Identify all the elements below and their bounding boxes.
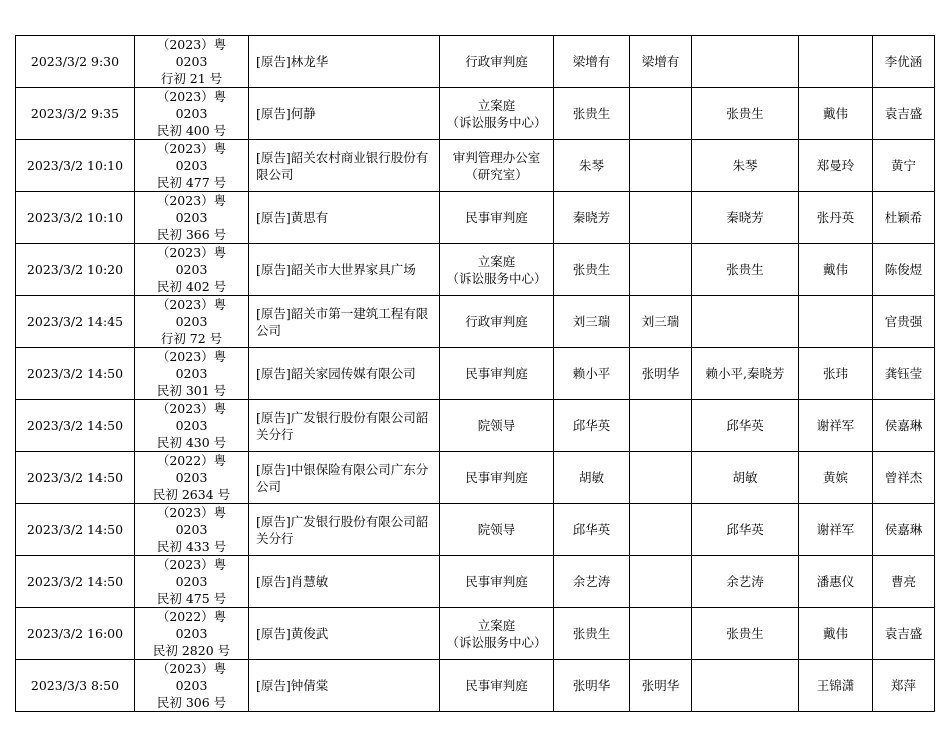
- party-cell: [原告]韶关市第一建筑工程有限公司: [249, 296, 440, 348]
- judge-cell: 邱华英: [554, 504, 630, 556]
- department-line: 立案庭: [477, 253, 516, 269]
- party-cell: [原告]韶关家园传媒有限公司: [249, 348, 440, 400]
- secretary-cell: 郑萍: [873, 660, 935, 712]
- panel-members-cell: 邱华英: [692, 400, 799, 452]
- case-number-line: （2023）粤 0203: [156, 661, 227, 693]
- hearing-time-cell: 2023/3/2 14:50: [16, 400, 135, 452]
- clerk-cell: 郑曼玲: [799, 140, 873, 192]
- panel-members-cell: [692, 660, 799, 712]
- department-line: 立案庭: [477, 617, 516, 633]
- party-cell: [原告]韶关农村商业银行股份有限公司: [249, 140, 440, 192]
- presiding-judge-cell: [630, 556, 692, 608]
- hearing-time-cell: 2023/3/2 14:50: [16, 452, 135, 504]
- case-number-line: 民初 2634 号: [152, 487, 231, 502]
- party-cell: [原告]黄思有: [249, 192, 440, 244]
- case-number-cell: [135, 504, 249, 556]
- case-number-line: 民初 301 号: [156, 383, 227, 398]
- hearing-time-cell: 2023/3/2 10:20: [16, 244, 135, 296]
- panel-members-cell: 赖小平,秦晓芳: [692, 348, 799, 400]
- secretary-cell: 陈俊煜: [873, 244, 935, 296]
- party-cell: [原告]钟倩棠: [249, 660, 440, 712]
- case-number-line: （2023）粤 0203: [156, 349, 227, 381]
- presiding-judge-cell: [630, 400, 692, 452]
- panel-members-cell: 张贵生: [692, 244, 799, 296]
- presiding-judge-cell: 梁增有: [630, 36, 692, 88]
- judge-cell: 张贵生: [554, 88, 630, 140]
- judge-cell: 张明华: [554, 660, 630, 712]
- case-number-cell: [135, 140, 249, 192]
- department-cell: [440, 192, 554, 244]
- hearing-schedule-table: [15, 35, 935, 712]
- case-number-cell: [135, 400, 249, 452]
- secretary-cell: 杜颖希: [873, 192, 935, 244]
- presiding-judge-cell: [630, 608, 692, 660]
- department-cell: [440, 88, 554, 140]
- hearing-time-cell: 2023/3/2 14:50: [16, 504, 135, 556]
- hearing-time-cell: 2023/3/2 9:35: [16, 88, 135, 140]
- department-line: 行政审判庭: [465, 314, 528, 329]
- department-line: 院领导: [477, 418, 516, 433]
- secretary-cell: 曹亮: [873, 556, 935, 608]
- panel-members-cell: [692, 36, 799, 88]
- presiding-judge-cell: 刘三瑞: [630, 296, 692, 348]
- panel-members-cell: [692, 296, 799, 348]
- hearing-time-cell: 2023/3/2 10:10: [16, 192, 135, 244]
- secretary-cell: 龚钰莹: [873, 348, 935, 400]
- party-cell: [原告]何静: [249, 88, 440, 140]
- department-cell: [440, 504, 554, 556]
- case-number-line: 民初 366 号: [156, 227, 227, 242]
- department-line: 民事审判庭: [465, 470, 528, 485]
- clerk-cell: [799, 296, 873, 348]
- department-cell: [440, 400, 554, 452]
- department-cell: [440, 556, 554, 608]
- presiding-judge-cell: [630, 140, 692, 192]
- judge-cell: 刘三瑞: [554, 296, 630, 348]
- table-row: [16, 608, 935, 660]
- judge-cell: 梁增有: [554, 36, 630, 88]
- case-number-line: 民初 433 号: [156, 539, 227, 554]
- clerk-cell: 王锦潇: [799, 660, 873, 712]
- judge-cell: 胡敏: [554, 452, 630, 504]
- panel-members-cell: 余艺涛: [692, 556, 799, 608]
- clerk-cell: 戴伟: [799, 244, 873, 296]
- department-cell: [440, 348, 554, 400]
- case-number-line: （2022）粤 0203: [156, 453, 227, 485]
- secretary-cell: 李优涵: [873, 36, 935, 88]
- case-number-cell: [135, 348, 249, 400]
- party-cell: [原告]肖慧敏: [249, 556, 440, 608]
- clerk-cell: 潘惠仪: [799, 556, 873, 608]
- case-number-line: 民初 402 号: [156, 279, 227, 294]
- judge-cell: 余艺涛: [554, 556, 630, 608]
- secretary-cell: 袁吉盛: [873, 88, 935, 140]
- hearing-time-cell: 2023/3/2 16:00: [16, 608, 135, 660]
- presiding-judge-cell: [630, 244, 692, 296]
- clerk-cell: 张玮: [799, 348, 873, 400]
- clerk-cell: 戴伟: [799, 608, 873, 660]
- case-number-line: 民初 400 号: [156, 123, 227, 138]
- department-line: 民事审判庭: [465, 366, 528, 381]
- judge-cell: 秦晓芳: [554, 192, 630, 244]
- case-number-line: 民初 475 号: [156, 591, 227, 606]
- presiding-judge-cell: [630, 88, 692, 140]
- panel-members-cell: 邱华英: [692, 504, 799, 556]
- department-line: 民事审判庭: [465, 678, 528, 693]
- department-line: （诉讼服务中心）: [446, 270, 547, 286]
- clerk-cell: 戴伟: [799, 88, 873, 140]
- case-number-cell: [135, 608, 249, 660]
- clerk-cell: 谢祥军: [799, 400, 873, 452]
- case-number-line: 民初 306 号: [156, 695, 227, 710]
- clerk-cell: 谢祥军: [799, 504, 873, 556]
- department-cell: [440, 660, 554, 712]
- case-number-cell: [135, 88, 249, 140]
- hearing-time-cell: 2023/3/2 9:30: [16, 36, 135, 88]
- case-number-cell: [135, 660, 249, 712]
- department-line: （研究室）: [465, 166, 528, 182]
- secretary-cell: 侯嘉琳: [873, 400, 935, 452]
- department-cell: [440, 296, 554, 348]
- case-number-cell: [135, 244, 249, 296]
- case-number-line: （2023）粤 0203: [156, 89, 227, 121]
- department-cell: [440, 452, 554, 504]
- secretary-cell: 曾祥杰: [873, 452, 935, 504]
- case-number-line: 民初 430 号: [156, 435, 227, 450]
- case-number-cell: [135, 556, 249, 608]
- secretary-cell: 官贵强: [873, 296, 935, 348]
- department-line: （诉讼服务中心）: [446, 114, 547, 130]
- table-row: [16, 140, 935, 192]
- panel-members-cell: 秦晓芳: [692, 192, 799, 244]
- case-number-line: 民初 477 号: [156, 175, 227, 190]
- table-row: [16, 88, 935, 140]
- case-number-line: （2023）粤 0203: [156, 557, 227, 589]
- presiding-judge-cell: 张明华: [630, 660, 692, 712]
- secretary-cell: 侯嘉琳: [873, 504, 935, 556]
- case-number-cell: [135, 192, 249, 244]
- department-line: 院领导: [477, 522, 516, 537]
- case-number-cell: [135, 36, 249, 88]
- table-row: [16, 244, 935, 296]
- panel-members-cell: 胡敏: [692, 452, 799, 504]
- clerk-cell: [799, 36, 873, 88]
- table-row: [16, 36, 935, 88]
- party-cell: [原告]黄俊武: [249, 608, 440, 660]
- department-line: 民事审判庭: [465, 210, 528, 225]
- judge-cell: 赖小平: [554, 348, 630, 400]
- table-row: [16, 504, 935, 556]
- hearing-time-cell: 2023/3/3 8:50: [16, 660, 135, 712]
- department-line: 民事审判庭: [465, 574, 528, 589]
- presiding-judge-cell: [630, 192, 692, 244]
- hearing-time-cell: 2023/3/2 14:45: [16, 296, 135, 348]
- department-line: 审判管理办公室: [452, 149, 541, 165]
- table-row: [16, 660, 935, 712]
- table-row: [16, 192, 935, 244]
- secretary-cell: 黄宁: [873, 140, 935, 192]
- case-number-line: （2023）粤 0203: [156, 297, 227, 329]
- department-cell: [440, 244, 554, 296]
- party-cell: [原告]中银保险有限公司广东分公司: [249, 452, 440, 504]
- case-number-line: 行初 21 号: [160, 71, 223, 86]
- case-number-line: （2023）粤 0203: [156, 245, 227, 277]
- case-number-line: （2023）粤 0203: [156, 37, 227, 69]
- hearing-time-cell: 2023/3/2 14:50: [16, 348, 135, 400]
- case-number-line: （2023）粤 0203: [156, 141, 227, 173]
- table-row: [16, 452, 935, 504]
- case-number-line: 民初 2820 号: [152, 643, 231, 658]
- department-cell: [440, 36, 554, 88]
- table-row: [16, 296, 935, 348]
- judge-cell: 张贵生: [554, 608, 630, 660]
- table-body: [16, 36, 935, 712]
- party-cell: [原告]韶关市大世界家具广场: [249, 244, 440, 296]
- secretary-cell: 袁吉盛: [873, 608, 935, 660]
- party-cell: [原告]林龙华: [249, 36, 440, 88]
- party-cell: [原告]广发银行股份有限公司韶关分行: [249, 400, 440, 452]
- hearing-time-cell: 2023/3/2 14:50: [16, 556, 135, 608]
- judge-cell: 邱华英: [554, 400, 630, 452]
- case-number-line: 行初 72 号: [160, 331, 223, 346]
- presiding-judge-cell: [630, 504, 692, 556]
- judge-cell: 张贵生: [554, 244, 630, 296]
- panel-members-cell: 张贵生: [692, 88, 799, 140]
- hearing-time-cell: 2023/3/2 10:10: [16, 140, 135, 192]
- department-line: 行政审判庭: [465, 54, 528, 69]
- case-number-cell: [135, 452, 249, 504]
- case-number-line: （2022）粤 0203: [156, 609, 227, 641]
- department-line: （诉讼服务中心）: [446, 634, 547, 650]
- case-number-line: （2023）粤 0203: [156, 505, 227, 537]
- clerk-cell: 张丹英: [799, 192, 873, 244]
- panel-members-cell: 张贵生: [692, 608, 799, 660]
- table-row: [16, 400, 935, 452]
- clerk-cell: 黄嫔: [799, 452, 873, 504]
- panel-members-cell: 朱琴: [692, 140, 799, 192]
- presiding-judge-cell: [630, 452, 692, 504]
- department-line: 立案庭: [477, 97, 516, 113]
- department-cell: [440, 608, 554, 660]
- judge-cell: 朱琴: [554, 140, 630, 192]
- case-number-line: （2023）粤 0203: [156, 193, 227, 225]
- case-number-line: （2023）粤 0203: [156, 401, 227, 433]
- table-row: [16, 348, 935, 400]
- department-cell: [440, 140, 554, 192]
- presiding-judge-cell: 张明华: [630, 348, 692, 400]
- table-row: [16, 556, 935, 608]
- party-cell: [原告]广发银行股份有限公司韶关分行: [249, 504, 440, 556]
- case-number-cell: [135, 296, 249, 348]
